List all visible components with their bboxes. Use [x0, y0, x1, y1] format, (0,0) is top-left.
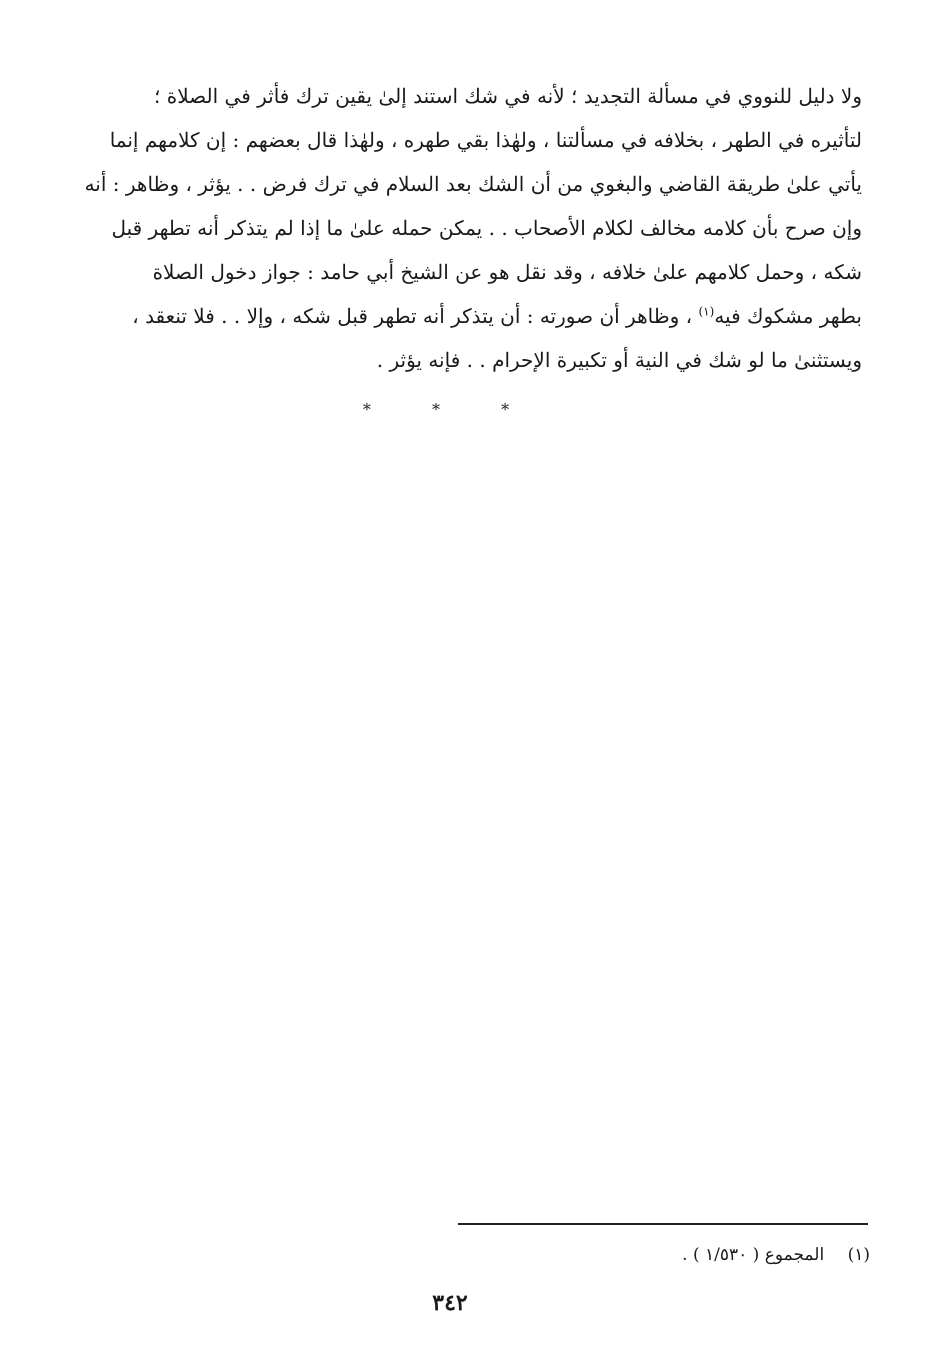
text-line-with-footnote: [32, 294, 862, 338]
text-line: ويستثنىٰ ما لو شك في النية أو تكبيرة الإحرام . . فإنه يؤثر .: [376, 348, 862, 372]
footnote-reference[interactable]: (١): [698, 304, 715, 319]
text-line: وإن صرح بأن كلامه مخالف لكلام الأصحاب . . يمكن حمله علىٰ ما إذا لم يتذكر أنه تطهر قبل: [111, 216, 862, 240]
text-line: يأتي علىٰ طريقة القاضي والبغوي من أن الشك بعد السلام في ترك فرض . . يؤثر ، وظاهر : أنه: [84, 172, 862, 196]
main-text-block: [32, 74, 862, 382]
text-line: ولا دليل للنووي في مسألة التجديد ؛ لأنه في شك استند إلىٰ يقين ترك فأثر في الصلاة ؛: [154, 84, 862, 108]
footnote-text: المجموع ( ١/٥٣٠ ) .: [682, 1245, 825, 1265]
text-line-start: بطهر مشكوك فيه: [714, 304, 862, 328]
section-separator: * * *: [362, 400, 538, 419]
page-number: ٣٤٢: [432, 1290, 468, 1316]
text-line-rest: ، وظاهر أن صورته : أن يتذكر أنه تطهر قبل شكه ، وإلا . . فلا تنعقد ،: [132, 304, 693, 328]
footnote-number: (١): [847, 1245, 870, 1265]
footnote: [400, 1240, 870, 1270]
text-line: شكه ، وحمل كلامهم علىٰ خلافه ، وقد نقل هو عن الشيخ أبي حامد : جواز دخول الصلاة: [152, 260, 862, 284]
text-line: لتأثيره في الطهر ، بخلافه في مسألتنا ، ولهٰذا بقي طهره ، ولهٰذا قال بعضهم : إن كلامهم إنما: [109, 128, 862, 152]
footnote-divider: [458, 1223, 868, 1225]
